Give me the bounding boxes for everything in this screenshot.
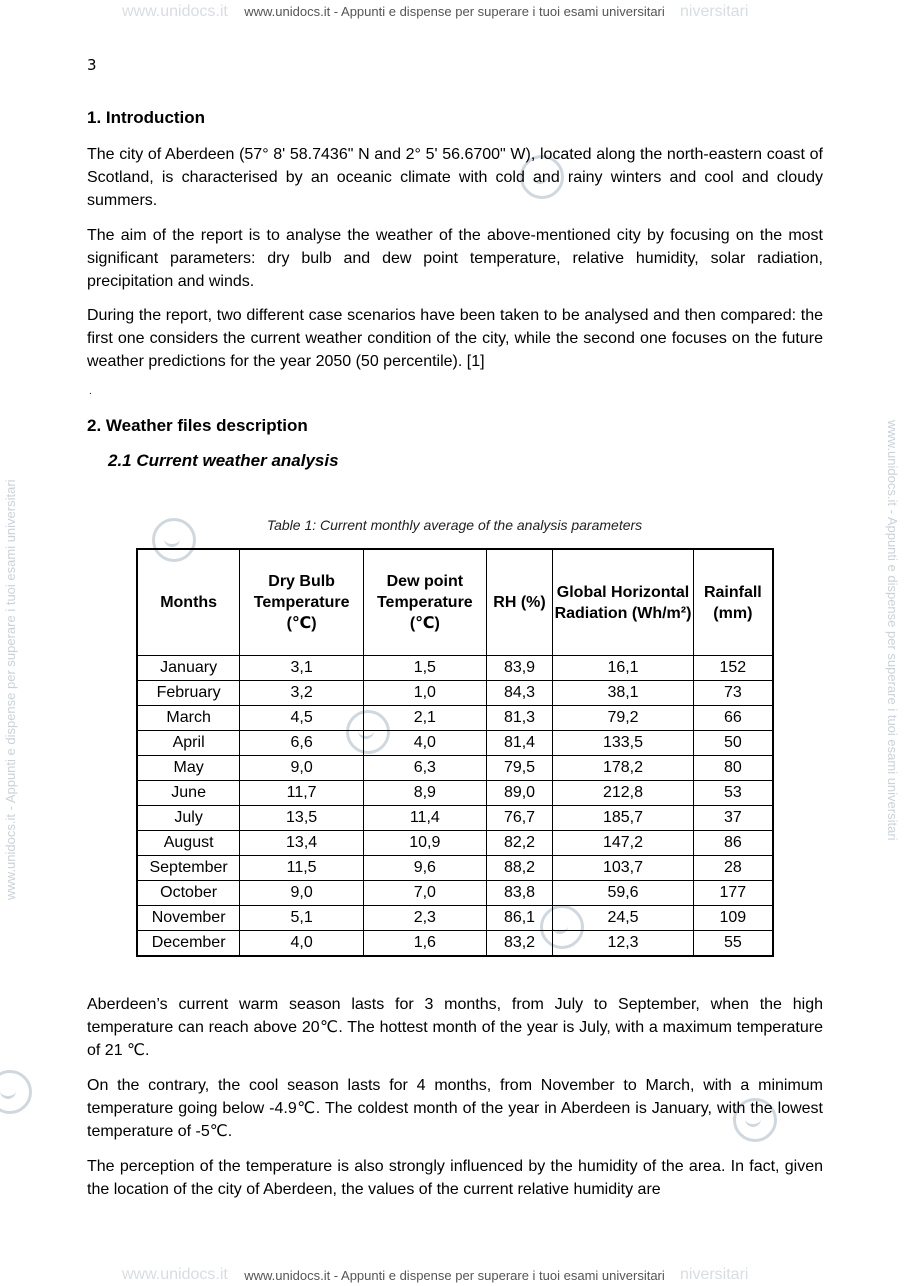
value-cell: 147,2	[553, 831, 693, 856]
watermark-ghost-left: www.unidocs.it	[122, 3, 228, 20]
table-row	[137, 881, 773, 906]
value-cell: 6,6	[240, 731, 364, 756]
value-cell: 84,3	[486, 681, 553, 706]
value-cell: 11,7	[240, 781, 364, 806]
value-cell: 66	[693, 706, 773, 731]
month-cell: September	[137, 856, 240, 881]
table-row	[137, 906, 773, 931]
body-paragraph-warm-season	[87, 993, 823, 1062]
value-cell: 86,1	[486, 906, 553, 931]
value-cell: 103,7	[553, 856, 693, 881]
value-cell: 50	[693, 731, 773, 756]
paragraph-text: On the contrary, the cool season lasts for 4 months, from November to March, with a minimum temperature going below -4.9℃. The coldest month of the year in Aberdeen is January, with the lowest temperature of -5℃.	[87, 1077, 823, 1140]
value-cell: 83,2	[486, 931, 553, 957]
value-cell: 185,7	[553, 806, 693, 831]
value-cell: 76,7	[486, 806, 553, 831]
month-cell: March	[137, 706, 240, 731]
value-cell: 79,2	[553, 706, 693, 731]
body-paragraph-humidity	[87, 1155, 823, 1201]
paragraph-text: The perception of the temperature is also strongly influenced by the humidity of the area. In fact, given the location of the city of Aberdeen, the values of the current relative humidity are	[87, 1158, 823, 1198]
watermark-header: www.unidocs.it - Appunti e dispense per superare i tuoi esami universitari	[244, 4, 665, 19]
section-heading-weather-files: 2. Weather files description	[87, 416, 308, 435]
paragraph-text: During the report, two different case scenarios have been taken to be analysed and then compared: the first one considers the current weather condition of the city, while the second one focuses on the future weather predictions for the year 2050 (50 percentile). [1]	[87, 307, 823, 370]
value-cell: 11,4	[363, 806, 486, 831]
value-cell: 16,1	[553, 656, 693, 681]
watermark-ghost-right: niversitari	[680, 3, 749, 20]
weather-table	[136, 548, 774, 957]
value-cell: 7,0	[363, 881, 486, 906]
table-row	[137, 806, 773, 831]
watermark-ghost-right-bottom: niversitari	[680, 1266, 749, 1283]
watermark-footer: www.unidocs.it - Appunti e dispense per superare i tuoi esami universitari	[244, 1268, 665, 1283]
value-cell: 8,9	[363, 781, 486, 806]
value-cell: 13,5	[240, 806, 364, 831]
watermark-logo-icon	[0, 1070, 32, 1114]
value-cell: 2,1	[363, 706, 486, 731]
month-cell: May	[137, 756, 240, 781]
paragraph-text: The city of Aberdeen (57° 8' 58.7436" N and 2° 5' 56.6700" W), located along the north-eastern coast of Scotland, is characterised by an oceanic climate with cold and rainy winters and cool and cloudy summers.	[87, 146, 823, 209]
table-caption: Table 1: Current monthly average of the analysis parameters	[266, 517, 643, 533]
value-cell: 59,6	[553, 881, 693, 906]
section-heading-introduction: 1. Introduction	[87, 108, 206, 127]
paragraph-text: Aberdeen’s current warm season lasts for 3 months, from July to September, when the high temperature can reach above 20℃. The hottest month of the year is July, with a maximum temperature of 21 ℃.	[87, 996, 823, 1059]
value-cell: 178,2	[553, 756, 693, 781]
watermark-side-left: www.unidocs.it - Appunti e dispense per superare i tuoi esami universitari	[3, 479, 18, 900]
column-header-radiation: Global Horizontal Radiation (Wh/m²)	[553, 549, 693, 656]
table-row	[137, 656, 773, 681]
value-cell: 177	[693, 881, 773, 906]
watermark-ghost-left-bottom: www.unidocs.it	[122, 1266, 228, 1283]
value-cell: 24,5	[553, 906, 693, 931]
value-cell: 212,8	[553, 781, 693, 806]
page-number: 3	[87, 56, 97, 74]
column-header-months: Months	[137, 549, 240, 656]
value-cell: 80	[693, 756, 773, 781]
value-cell: 10,9	[363, 831, 486, 856]
column-header-rainfall: Rainfall (mm)	[693, 549, 773, 656]
value-cell: 3,1	[240, 656, 364, 681]
table-row	[137, 781, 773, 806]
value-cell: 133,5	[553, 731, 693, 756]
column-header-dry-bulb: Dry Bulb Temperature (℃)	[240, 549, 364, 656]
value-cell: 109	[693, 906, 773, 931]
column-header-rh: RH (%)	[486, 549, 553, 656]
value-cell: 12,3	[553, 931, 693, 957]
value-cell: 3,2	[240, 681, 364, 706]
value-cell: 9,6	[363, 856, 486, 881]
month-cell: April	[137, 731, 240, 756]
value-cell: 6,3	[363, 756, 486, 781]
subsection-heading-current-weather: 2.1 Current weather analysis	[108, 451, 339, 470]
value-cell: 88,2	[486, 856, 553, 881]
month-cell: January	[137, 656, 240, 681]
table-row	[137, 731, 773, 756]
value-cell: 81,4	[486, 731, 553, 756]
value-cell: 89,0	[486, 781, 553, 806]
value-cell: 86	[693, 831, 773, 856]
month-cell: July	[137, 806, 240, 831]
table-row	[137, 931, 773, 957]
value-cell: 11,5	[240, 856, 364, 881]
table-row	[137, 706, 773, 731]
value-cell: 83,8	[486, 881, 553, 906]
column-header-dew-point: Dew point Temperature (℃)	[363, 549, 486, 656]
month-cell: June	[137, 781, 240, 806]
watermark-side-right: www.unidocs.it - Appunti e dispense per superare i tuoi esami universitari	[885, 420, 900, 841]
month-cell: February	[137, 681, 240, 706]
intro-paragraph-1	[87, 143, 823, 212]
value-cell: 4,0	[363, 731, 486, 756]
value-cell: 38,1	[553, 681, 693, 706]
month-cell: December	[137, 931, 240, 957]
value-cell: 81,3	[486, 706, 553, 731]
value-cell: 82,2	[486, 831, 553, 856]
month-cell: November	[137, 906, 240, 931]
value-cell: 2,3	[363, 906, 486, 931]
value-cell: 55	[693, 931, 773, 957]
stray-mark: .	[89, 386, 92, 397]
body-paragraph-cool-season	[87, 1074, 823, 1143]
value-cell: 83,9	[486, 656, 553, 681]
table-body	[137, 656, 773, 957]
value-cell: 9,0	[240, 756, 364, 781]
value-cell: 9,0	[240, 881, 364, 906]
month-cell: October	[137, 881, 240, 906]
value-cell: 53	[693, 781, 773, 806]
value-cell: 4,0	[240, 931, 364, 957]
table-row	[137, 681, 773, 706]
value-cell: 28	[693, 856, 773, 881]
paragraph-text: The aim of the report is to analyse the weather of the above-mentioned city by focusing on the most significant parameters: dry bulb and dew point temperature, relative humidity, solar radiation, precipitation and winds.	[87, 227, 823, 290]
value-cell: 73	[693, 681, 773, 706]
intro-paragraph-3	[87, 304, 823, 373]
value-cell: 1,5	[363, 656, 486, 681]
table-row	[137, 831, 773, 856]
intro-paragraph-2	[87, 224, 823, 293]
table-row	[137, 756, 773, 781]
table-row	[137, 856, 773, 881]
value-cell: 152	[693, 656, 773, 681]
value-cell: 1,6	[363, 931, 486, 957]
value-cell: 79,5	[486, 756, 553, 781]
value-cell: 37	[693, 806, 773, 831]
month-cell: August	[137, 831, 240, 856]
table-header-row	[137, 549, 773, 656]
value-cell: 4,5	[240, 706, 364, 731]
value-cell: 5,1	[240, 906, 364, 931]
value-cell: 1,0	[363, 681, 486, 706]
value-cell: 13,4	[240, 831, 364, 856]
